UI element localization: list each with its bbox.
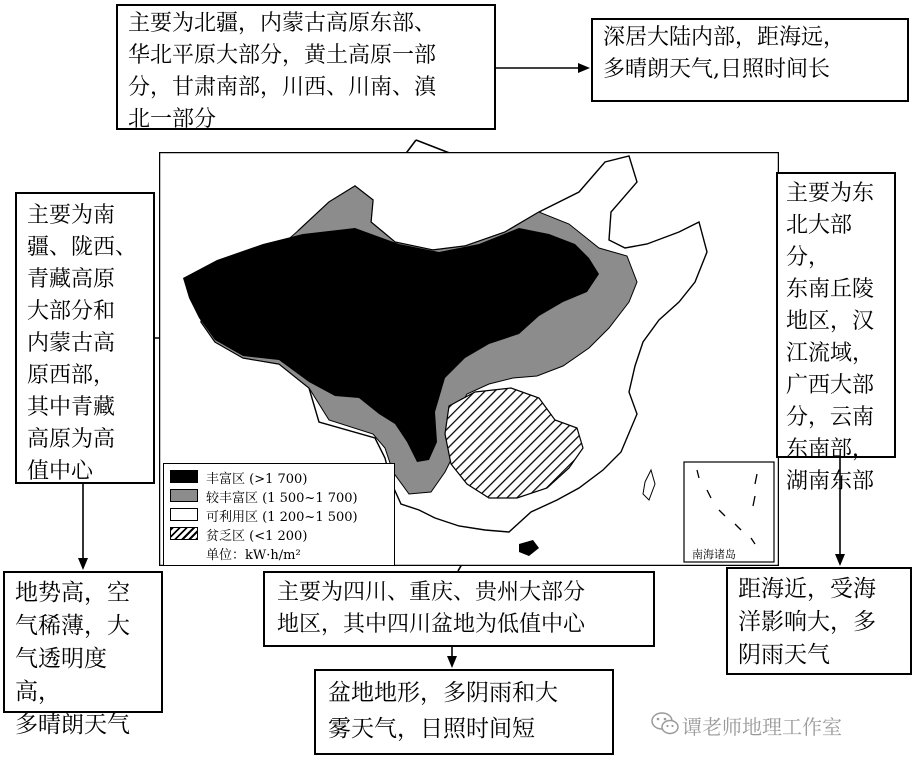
text-line: 分，云南 — [786, 405, 875, 430]
south-sea-inset-label: 南海诸岛 — [692, 548, 736, 561]
text-line: 主要为四川、重庆、贵州大部分 — [277, 580, 586, 605]
annotation-east-regions — [776, 172, 896, 494]
text-line: 地势高，空 — [15, 580, 130, 606]
annotation-north-regions — [116, 4, 496, 130]
arrowhead-down-sichuan — [447, 656, 457, 668]
arrowhead-down-east — [835, 554, 845, 566]
text-line: 主要为南 — [27, 203, 116, 228]
text-line: 其中青藏 — [27, 395, 116, 420]
text-line: 阴雨天气 — [738, 642, 830, 668]
arrowhead-down-west — [78, 558, 88, 570]
annotation-east-reason — [726, 567, 912, 675]
arrowhead-right — [578, 63, 590, 73]
text-line: 大部分和 — [27, 299, 116, 324]
legend-swatch-moderately-rich — [170, 489, 198, 502]
text-line: 北大部分， — [786, 213, 853, 270]
text-line: 气稀薄，大 — [15, 613, 130, 639]
text-line: 雾天气，日照时间短 — [328, 716, 535, 742]
text-line: 原西部， — [27, 363, 116, 388]
text-line: 地区，汉 — [786, 309, 875, 334]
text-line: 洋影响大，多 — [738, 609, 876, 635]
annotation-north-reason — [591, 18, 909, 102]
text-line: 湖南东部 — [786, 469, 875, 494]
text-line: 东南丘陵 — [786, 277, 875, 302]
annotation-west-reason — [3, 571, 163, 738]
text-line: 盆地地形，多阴雨和大 — [328, 680, 558, 706]
text-line: 气透明度高， — [15, 646, 107, 705]
text-line: 华北平原大部分，黄土高原一部 — [128, 43, 437, 68]
text-line: 距海近，受海 — [738, 576, 876, 602]
text-line: 高原为高 — [27, 427, 116, 452]
legend-swatch-rich — [170, 470, 198, 483]
text-line: 主要为东 — [786, 181, 875, 206]
annotation-west-regions — [15, 192, 155, 484]
text-line: 广西大部 — [786, 373, 875, 398]
text-line: 内蒙古高 — [27, 331, 116, 356]
text-line: 北一部分 — [128, 107, 217, 132]
text-line: 深居大陆内部，距海远， — [603, 25, 846, 50]
map-legend: 丰富区 (>1 700) 较丰富区 (1 500~1 700) 可利用区 (1 200~1 500) 贫乏区 (<1 200) 单位：kW·h/m² — [163, 463, 395, 566]
legend-unit: 单位：kW·h/m² — [206, 548, 301, 563]
text-line: 分，甘肃南部，川西、川南、滇 — [128, 75, 437, 100]
text-line: 多晴朗天气 — [15, 712, 130, 738]
annotation-sichuan-regions — [263, 571, 655, 647]
text-line: 多晴朗天气,日照时间长 — [603, 57, 830, 82]
text-line: 疆、陇西、 — [27, 235, 138, 260]
annotation-sichuan-reason — [314, 669, 614, 755]
legend-swatch-usable — [170, 508, 198, 521]
text-line: 青藏高原 — [27, 267, 116, 292]
legend-swatch-poor — [170, 527, 198, 540]
wechat-icon — [650, 710, 680, 738]
text-line: 值中心 — [27, 459, 94, 484]
text-line: 江流域， — [786, 341, 875, 366]
text-line: 主要为北疆，内蒙古高原东部、 — [128, 11, 437, 36]
text-line: 地区，其中四川盆地为低值中心 — [277, 612, 586, 637]
text-line: 东南部， — [786, 437, 875, 462]
watermark-text: 谭老师地理工作室 — [682, 715, 842, 739]
